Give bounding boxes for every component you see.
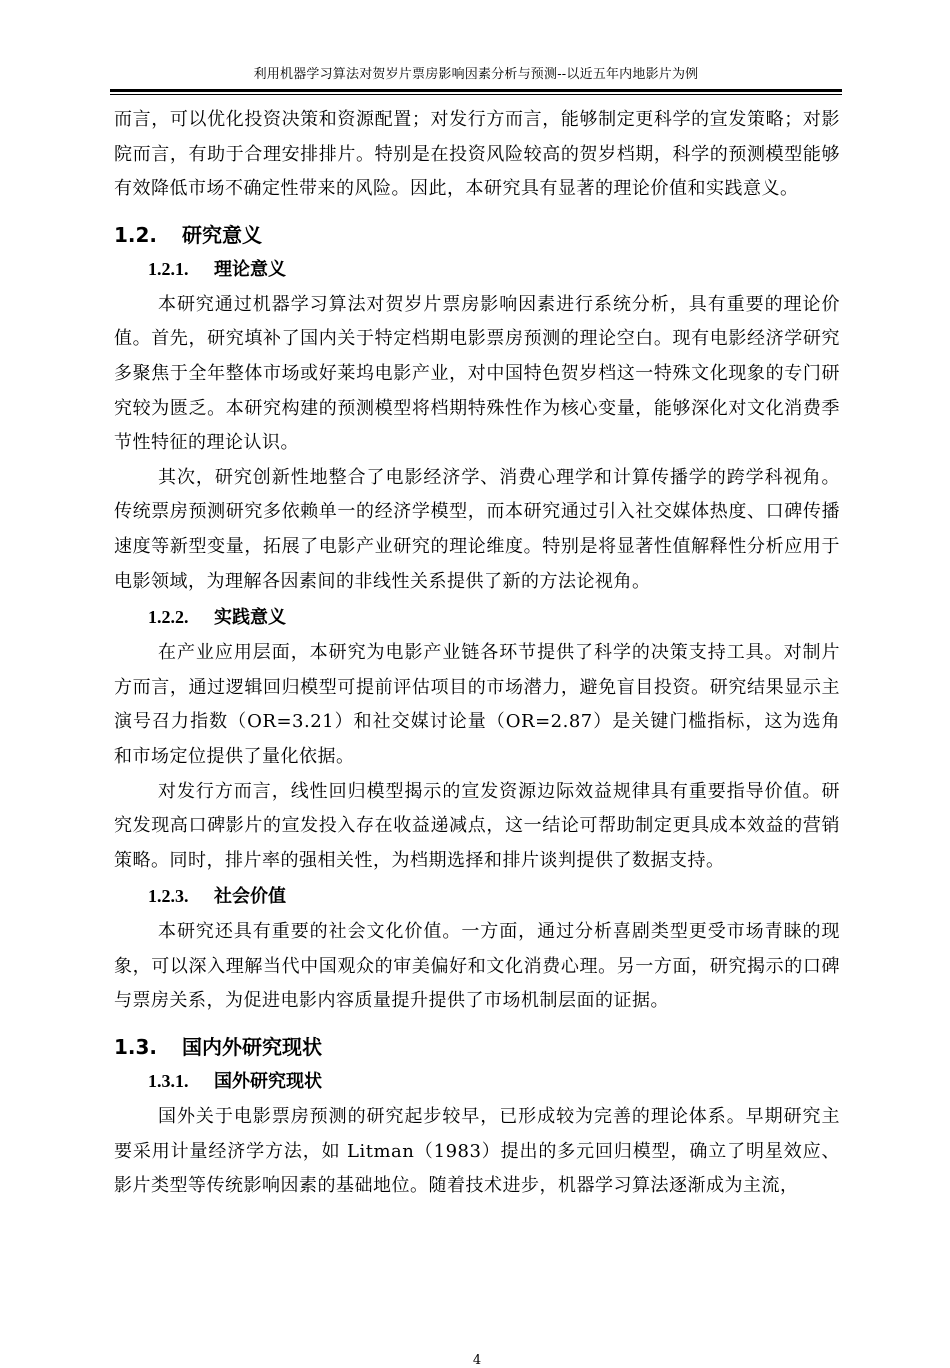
subsection-number: 1.3.1. (148, 1071, 189, 1092)
subsection-title: 国外研究现状 (214, 1071, 322, 1093)
paragraph: 其次，研究创新性地整合了电影经济学、消费心理学和计算传播学的跨学科视角。传统票房预测研究多依赖单一的经济学模型，而本研究通过引入社交媒体热度、口碑传播速度等新型变量，拓展了电影产业研究的理论维度。特别是将显著性值解释性分析应用于电影领域，为理解各因素间的非线性关系提供了新的方法论视角。 (114, 466, 840, 592)
section-title: 研究意义 (182, 222, 262, 247)
subsection-title: 社会价值 (214, 886, 286, 908)
running-header: 利用机器学习算法对贺岁片票房影响因素分析与预测--以近五年内地影片为例 (253, 67, 699, 82)
section-title: 国内外研究现状 (182, 1035, 322, 1060)
header-rule-thick (110, 89, 842, 92)
paragraph: 对发行方而言，线性回归模型揭示的宣发资源边际效益规律具有重要指导价值。研究发现高口碑影片的宣发投入存在收益递减点，这一结论可帮助制定更具成本效益的营销策略。同时，排片率的强相关性，为档期选择和排片谈判提供了数据支持。 (114, 780, 840, 871)
subsection-heading-1-2-3 (148, 884, 840, 909)
subsection-heading-1-2-2 (148, 605, 840, 630)
section-heading-1-2 (114, 223, 840, 247)
subsection-title: 理论意义 (214, 258, 286, 280)
document-body (114, 103, 840, 1368)
section-heading-1-3 (114, 1035, 840, 1059)
subsection-number: 1.2.3. (148, 886, 189, 907)
paragraph: 而言，可以优化投资决策和资源配置；对发行方而言，能够制定更科学的宣发策略；对影院而言，有助于合理安排排片。特别是在投资风险较高的贺岁档期，科学的预测模型能够有效降低市场不确定性带来的风险。因此，本研究具有显著的理论价值和实践意义。 (114, 109, 840, 200)
subsection-heading-1-2-1 (148, 257, 840, 282)
paragraph: 本研究还具有重要的社会文化价值。一方面，通过分析喜剧类型更受市场青睐的现象，可以深入理解当代中国观众的审美偏好和文化消费心理。另一方面，研究揭示的口碑与票房关系，为促进电影内容质量提升提供了市场机制层面的证据。 (114, 921, 840, 1012)
paragraph: 在产业应用层面，本研究为电影产业链各环节提供了科学的决策支持工具。对制片方而言，通过逻辑回归模型可提前评估项目的市场潜力，避免盲目投资。研究结果显示主演号召力指数（OR=3.21）和社交媒讨论量（OR=2.87）是关键门槛指标，这为选角和市场定位提供了量化依据。 (114, 642, 840, 767)
subsection-heading-1-3-1 (148, 1069, 840, 1094)
header-rule-thin (110, 94, 842, 95)
paragraph: 本研究通过机器学习算法对贺岁片票房影响因素进行系统分析，具有重要的理论价值。首先，研究填补了国内关于特定档期电影票房预测的理论空白。现有电影经济学研究多聚焦于全年整体市场或好莱坞电影产业，对中国特色贺岁档这一特殊文化现象的专门研究较为匮乏。本研究构建的预测模型将档期特殊性作为核心变量，能够深化对文化消费季节性特征的理论认识。 (114, 293, 840, 454)
section-number: 1.3. (114, 1035, 158, 1060)
subsection-title: 实践意义 (214, 607, 286, 629)
subsection-number: 1.2.1. (148, 258, 189, 279)
section-number: 1.2. (114, 222, 158, 247)
subsection-number: 1.2.2. (148, 607, 189, 628)
page-number: 4 (472, 1353, 482, 1368)
paragraph: 国外关于电影票房预测的研究起步较早，已形成较为完善的理论体系。早期研究主要采用计量经济学方法，如 Litman（1983）提出的多元回归模型，确立了明星效应、影片类型等传统影响因素的基础地位。随着技术进步，机器学习算法逐渐成为主流， (114, 1106, 840, 1197)
